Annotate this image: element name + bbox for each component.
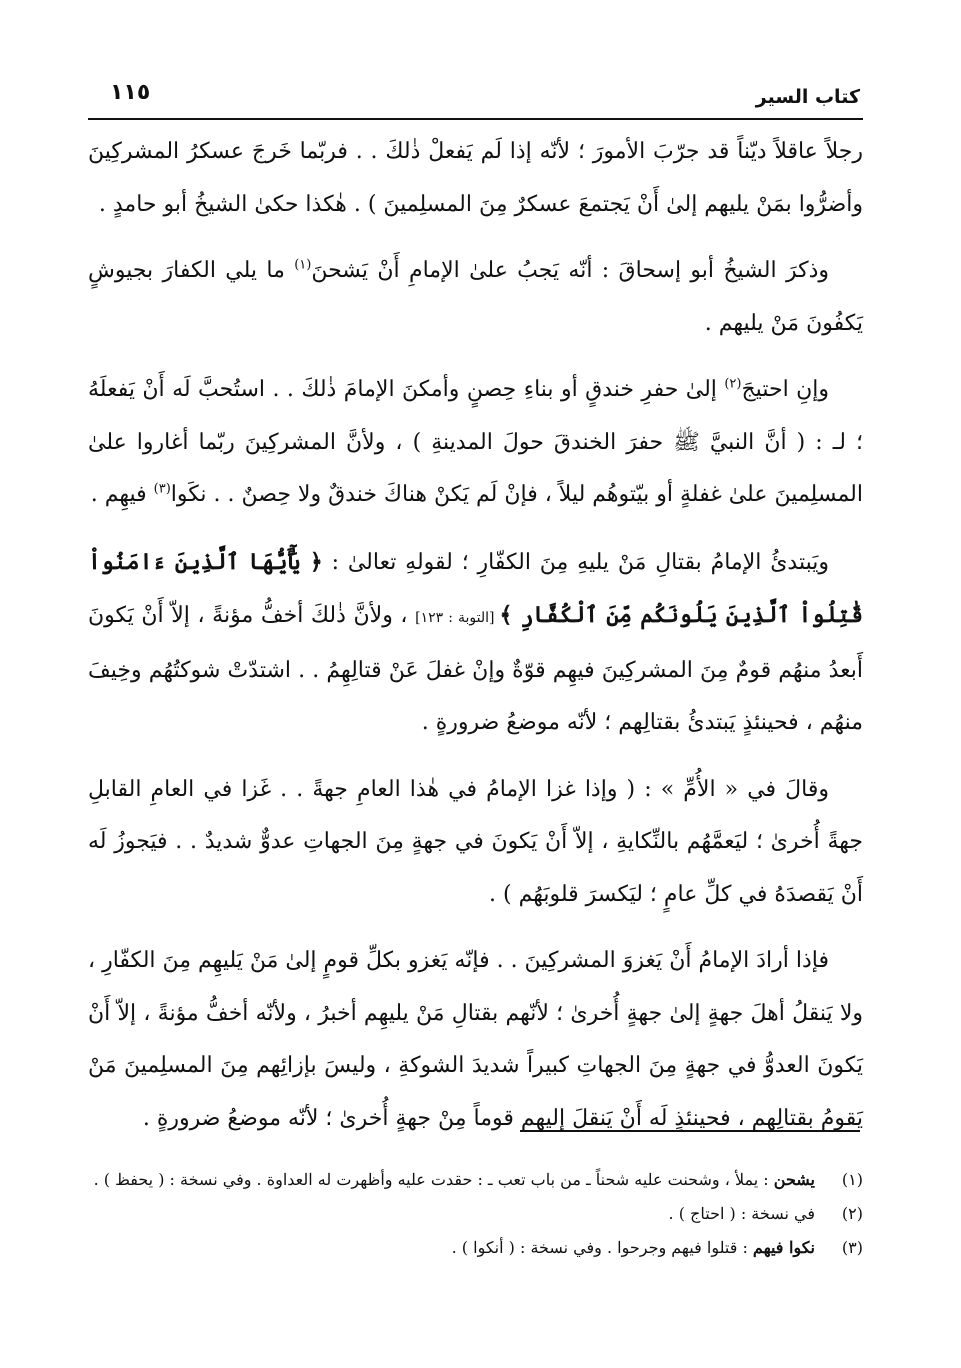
footnote-text: : قتلوا فيهم وجرحوا . وفي نسخة : ( أنكوا ) .: [451, 1238, 753, 1257]
paragraph-4-text-a: ويَبتدئُ الإمامُ بقتالِ مَنْ يليهِ مِنَ الكفّارِ ؛ لقولهِ تعالىٰ :: [322, 549, 830, 575]
footnote-3: [88, 1232, 863, 1264]
paragraph-2-text-a: وذكرَ الشيخُ أبو إسحاقَ : أنّه يَجبُ علىٰ الإمامِ أَنْ يَشحنَ: [311, 258, 829, 283]
paragraph-4-text-b: ، ولأنَّ ذٰلكَ أخفُّ مؤنةً ، إلاّ أَنْ يَكونَ أَبعدُ منهُم قومٌ مِنَ المشركِينَ فيهِم قوّةٌ وإنْ غفلَ عَنْ قتالِهِمُ . . اشتدّتْ شوكتُهُم وخِيفَ منهُم ، فحينئذٍ يَبتدئُ بقتالِهم ؛ لأنّه موضعُ ضرورةٍ .: [88, 603, 863, 735]
footnote-keyword: يشحن: [773, 1170, 815, 1189]
paragraph-2: [88, 245, 863, 350]
footnote-number: (٣): [841, 1238, 863, 1257]
footnote-ref-3[interactable]: (٣): [153, 481, 171, 497]
footnote-ref-2[interactable]: (٢): [724, 376, 742, 392]
paragraph-3: [88, 364, 863, 522]
book-title: كتاب السير: [755, 86, 860, 108]
footnote-text: : يملأ ، وشحنت عليه شحناً ـ من باب تعب ـ : حقدت عليه وأظهرت له العداوة . وفي نسخة : ( يحفظ ) .: [93, 1170, 774, 1189]
paragraph-2-text-b: ما يلي الكفارَ بجيوشٍ يَكفُونَ مَنْ يليهم .: [88, 258, 863, 336]
paragraph-3-text-c: فيهِم .: [90, 482, 154, 507]
paragraph-4: [88, 536, 863, 750]
footnote-number: (٢): [841, 1204, 863, 1223]
page-number: ١١٥: [110, 80, 151, 105]
footnote-2: [88, 1198, 863, 1230]
footnote-1: [88, 1164, 863, 1196]
footnote-text: في نسخة : ( احتاج ) .: [668, 1204, 815, 1223]
footnote-number: (١): [841, 1170, 863, 1189]
verse-reference: [التوبة : ١٢٣]: [415, 610, 500, 626]
footnote-keyword: نكوا فيهم: [752, 1238, 815, 1257]
paragraph-3-text-b: إلىٰ حفرِ خندقٍ أو بناءِ حِصنٍ وأمكنَ الإمامَ ذٰلكَ . . استُحبَّ لَه أَنْ يَفعلَهُ ؛ لـ : ( أنَّ النبيَّ ﷺ حفرَ الخندقَ حولَ المدينةِ ) ، ولأنَّ المشركِينَ ربّما أغاروا علىٰ المسلِمينَ علىٰ غفلةٍ أو بيّتوهُم ليلاً ، فإنْ لَم يَكنْ هناكَ خندقٌ ولا حِصنٌ . . نكَوا: [88, 377, 863, 507]
header-divider: [88, 118, 863, 120]
quran-verse: ﴿ يَٰٓأَيُّهَا ٱلَّذِينَ ءَامَنُواْ قَٰتِلُواْ ٱلَّذِينَ يَلُونَكُم مِّنَ ٱلْكُفَّارِ ﴾: [88, 548, 864, 628]
footnotes: [88, 1164, 863, 1266]
paragraph-6: فإذا أرادَ الإمامُ أَنْ يَغزوَ المشركِينَ . . فإنّه يَغزو بكلِّ قومٍ إلىٰ مَنْ يَليهِم مِنَ الكفّارِ ، ولا يَنقلُ أهلَ جهةٍ إلىٰ جهةٍ أُخرىٰ ؛ لأنّهم بقتالِ مَنْ يليهِم أخبرُ ، ولأنّه أخفُّ مؤنةً ، إلاّ أَنْ يَكونَ العدوُّ في جهةٍ مِنَ الجهاتِ كبيراً شديدَ الشوكةِ ، وليسَ بإزائِهم مِنَ المسلِمينَ مَنْ يَقومُ بقتالِهم ، فحينئذٍ لَه أَنْ يَنقلَ إليهم قوماً مِنْ جهةٍ أُخرىٰ ؛ لأنّه موضعُ ضرورةٍ .: [88, 948, 863, 1131]
paragraph-5: وقالَ في « الأُمِّ » : ( وإذا غزا الإمامُ في هٰذا العامِ جهةً . . غَزا في العامِ القابلِ جهةً أُخرىٰ ؛ ليَعمَّهُم بالنِّكايةِ ، إلاّ أَنْ يَكونَ في جهةٍ مِنَ الجهاتِ عدوٌّ شديدٌ . . فيَجوزُ لَه أَنْ يَقصدَهُ في كلِّ عامٍ ؛ ليَكسرَ قلوبَهُم ) .: [88, 776, 863, 907]
running-header: [90, 80, 860, 118]
footnote-divider: [520, 1130, 860, 1132]
footnote-ref-1[interactable]: (١): [294, 257, 312, 273]
paragraph-3-text-a: وإنِ احتيجَ: [741, 377, 830, 402]
paragraph-1: رجلاً عاقلاً ديّناً قد جرّبَ الأمورَ ؛ لأنّه إذا لَم يَفعلْ ذٰلكَ . . فربّما خَرجَ عسكرُ المشركِينَ وأضرُّوا بمَنْ يليهم إلىٰ أَنْ يَجتمعَ عسكرٌ مِنَ المسلِمينَ ) . هٰكذا حكىٰ الشيخُ أبو حامدٍ .: [88, 139, 863, 217]
main-text: [88, 126, 863, 1159]
